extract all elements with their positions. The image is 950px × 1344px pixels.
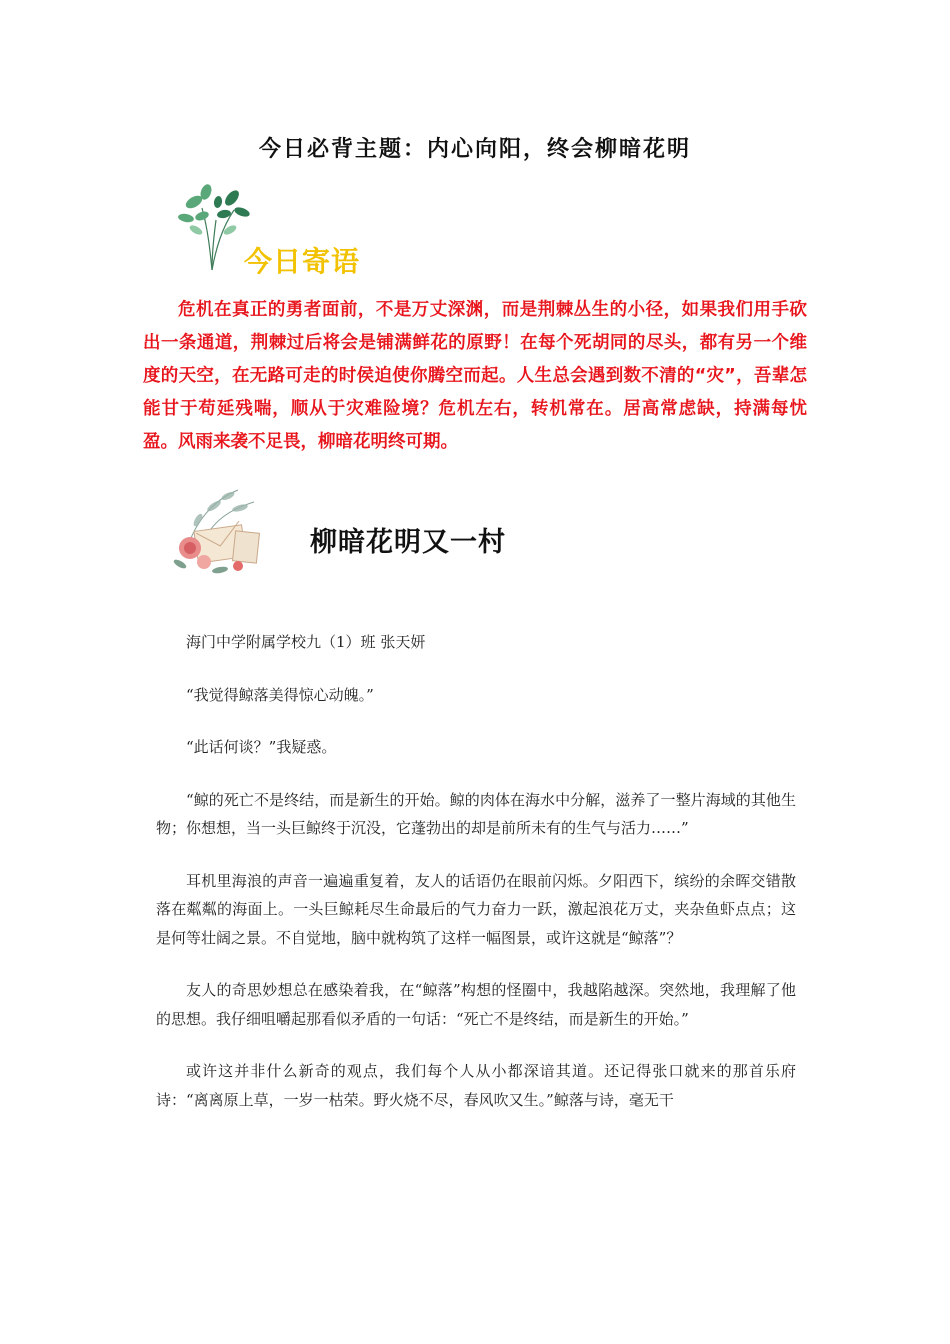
page-title: 今日必背主题：内心向阳，终会柳暗花明 [258,136,691,162]
letter-flower-illustration [168,486,272,580]
article-paragraph: “此话何谈？”我疑惑。 [186,738,337,756]
article-paragraph: 或许这并非什么新奇的观点，我们每个人从小都深谙其道。还记得张口就来的那首乐府诗：“离离原上草，一岁一枯荣。野火烧不尽，春风吹又生。”鲸落与诗，毫无干 [156,1062,796,1109]
article-paragraph: 友人的奇思妙想总在感染着我，在“鲸落”构想的怪圈中，我越陷越深。突然地，我理解了他的思想。我仔细咀嚼起那看似矛盾的一句话：“死亡不是终结，而是新生的开始。” [156,981,796,1028]
article-body [156,628,796,1138]
section-heading: 今日寄语 [244,245,361,278]
article-paragraph: “我觉得鲸落美得惊心动魄。” [186,685,374,704]
article-paragraph: 耳机里海浪的声音一遍遍重复着，友人的话语仍在眼前闪烁。夕阳西下，缤纷的余晖交错散落在粼粼的海面上。一头巨鲸耗尽生命最后的气力奋力一跃，激起浪花万丈，夹杂鱼虾点点；这是何等壮阔之景。不自觉地，脑中就构筑了这样一幅图景，或许这就是“鲸落”？ [156,871,796,947]
article-author: 海门中学附属学校九（1）班 张天妍 [186,633,426,651]
plant-icon [172,180,252,272]
motto-text: 危机在真正的勇者面前，不是万丈深渊，而是荆棘丛生的小径，如果我们用手砍出一条通道，荆棘过后将会是铺满鲜花的原野！在每个死胡同的尽头，都有另一个维度的天空，在无路可走的时侯迫使你腾空而起。人生总会遇到数不清的“灾”，吾辈怎能甘于苟延残喘，顺从于灾难险境？危机左右，转机常在。居高常虑缺，持满每忧盈。风雨来袭不足畏，柳暗花明终可期。 [143,300,807,452]
article-paragraph: “鲸的死亡不是终结，而是新生的开始。鲸的肉体在海水中分解，滋养了一整片海域的其他生物；你想想，当一头巨鲸终于沉没，它蓬勃出的却是前所未有的生气与活力……” [156,790,796,837]
article-title: 柳暗花明又一村 [310,527,506,558]
